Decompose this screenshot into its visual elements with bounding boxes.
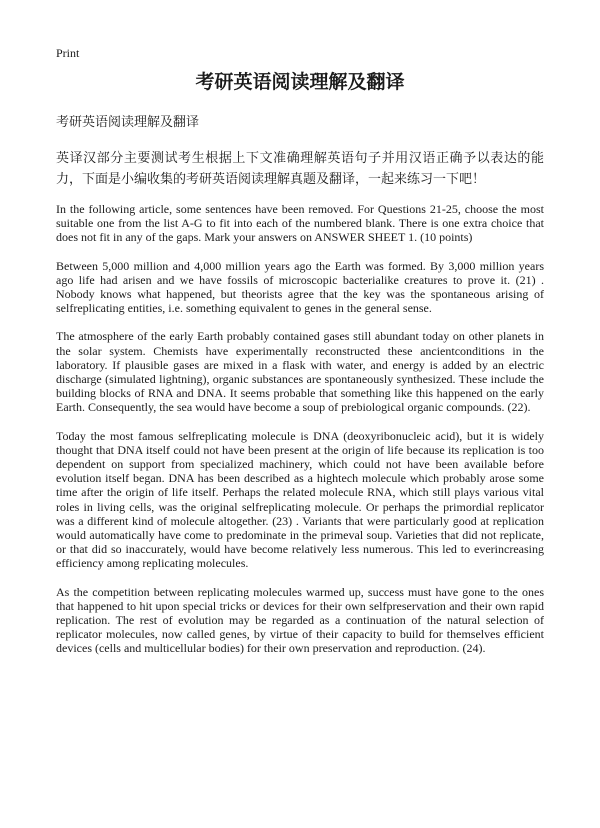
article-paragraph-4: As the competition between replicating molecules warmed up, success must have gone to the ones that happened to hit upon special tricks or devices for their own selfpreservation and their own rapid replication. The rest of evolution may be regarded as a continuation of the natural selection of replicator molecules, now called genes, by virtue of their capacity to build for themselves efficient devices (cells and multicellular bodies) for their own preservation and reproduction. (24). xyxy=(56,584,544,656)
page-title: 考研英语阅读理解及翻译 xyxy=(195,71,405,93)
chinese-introduction: 英译汉部分主要测试考生根据上下文准确理解英语句子并用汉语正确予以表达的能力，下面是小编收集的考研英语阅读理解真题及翻译，一起来练习一下吧！ xyxy=(56,151,544,187)
article-paragraph-1: Between 5,000 million and 4,000 million years ago the Earth was formed. By 3,000 million years ago life had arisen and we have fossils of microscopic bacterialike creatures to prove it. (21) . Nobody knows what happened, but theorists agree that the key was the spontaneous arising of selfreplicating entities, i.e. something equivalent to genes in the general sense. xyxy=(56,258,544,316)
article-paragraph-3: Today the most famous selfreplicating molecule is DNA (deoxyribonucleic acid), but it is widely thought that DNA itself could not have been present at the origin of life because its replication is too dependent on support from specialized machinery, which could not have been available before evolution itself began. DNA has been described as a hightech molecule which probably arose some time after the origin of life itself. Perhaps the related molecule RNA, which still plays various vital roles in living cells, was the original selfreplicating molecule. Or perhaps the primordial replicator was a different kind of molecule altogether. (23) . Variants that were particularly good at replication would automatically have come to predominate in the primeval soup. Varieties that did not replicate, or that did so inaccurately, would have become relatively less numerous. This led to everincreasing efficiency among replicating molecules. xyxy=(56,428,544,571)
print-label: Print xyxy=(56,46,80,60)
instructions-paragraph: In the following article, some sentences have been removed. For Questions 21-25, choose the most suitable one from the list A-G to fit into each of the numbered blank. There is one extra choice that does not fit in any of the gaps. Mark your answers on ANSWER SHEET 1. (10 points) xyxy=(56,202,544,245)
article-subtitle: 考研英语阅读理解及翻译 xyxy=(56,115,200,130)
article-paragraph-2: The atmosphere of the early Earth probably contained gases still abundant today on other planets in the solar system. Chemists have experimentally reconstructed these ancientconditions in the laboratory. If plausible gases are mixed in a flask with water, and energy is added by an electric discharge (simulated lightning), organic substances are spontaneously synthesized. These include the building blocks of RNA and DNA. It seems probable that something like this happened on the early Earth. Consequently, the sea would have become a soup of prebiological organic compounds. (22). xyxy=(56,329,544,415)
